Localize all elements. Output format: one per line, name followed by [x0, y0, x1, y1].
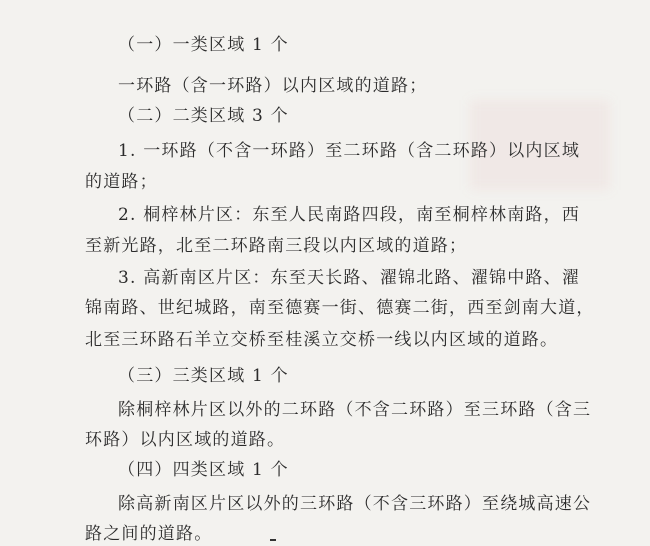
paragraph-line: 锦南路、世纪城路，南至德赛一街、德赛二街，西至剑南大道， — [85, 298, 595, 318]
paragraph-line: 的道路； — [85, 172, 158, 192]
section-heading-2: （二）二类区域 3 个 — [118, 106, 289, 126]
paragraph-line: 至新光路，北至二环路南三段以内区域的道路； — [85, 236, 468, 256]
paragraph-line: 2. 桐梓林片区：东至人民南路四段，南至桐梓林南路，西 — [118, 205, 581, 225]
paragraph-line: 一环路（含一环路）以内区域的道路； — [118, 76, 428, 96]
paragraph-line: 除桐梓林片区以外的二环路（不含二环路）至三环路（含三 — [118, 400, 592, 420]
paragraph-line: 除高新南区片区以外的三环路（不含三环路）至绕城高速公 — [118, 494, 592, 514]
paragraph-line: 1. 一环路（不含一环路）至二环路（含二环路）以内区域 — [118, 141, 581, 161]
scan-speck — [270, 539, 276, 541]
section-heading-3: （三）三类区域 1 个 — [118, 366, 289, 386]
paragraph-line: 3. 高新南区片区：东至天长路、濯锦北路、濯锦中路、濯 — [118, 268, 581, 288]
section-heading-1: （一）一类区域 1 个 — [118, 35, 289, 55]
section-heading-4: （四）四类区域 1 个 — [118, 460, 289, 480]
paragraph-line: 路之间的道路。 — [85, 524, 213, 544]
paragraph-line: 北至三环路石羊立交桥至桂溪立交桥一线以内区域的道路。 — [85, 330, 559, 350]
paragraph-line: 环路）以内区域的道路。 — [85, 430, 286, 450]
